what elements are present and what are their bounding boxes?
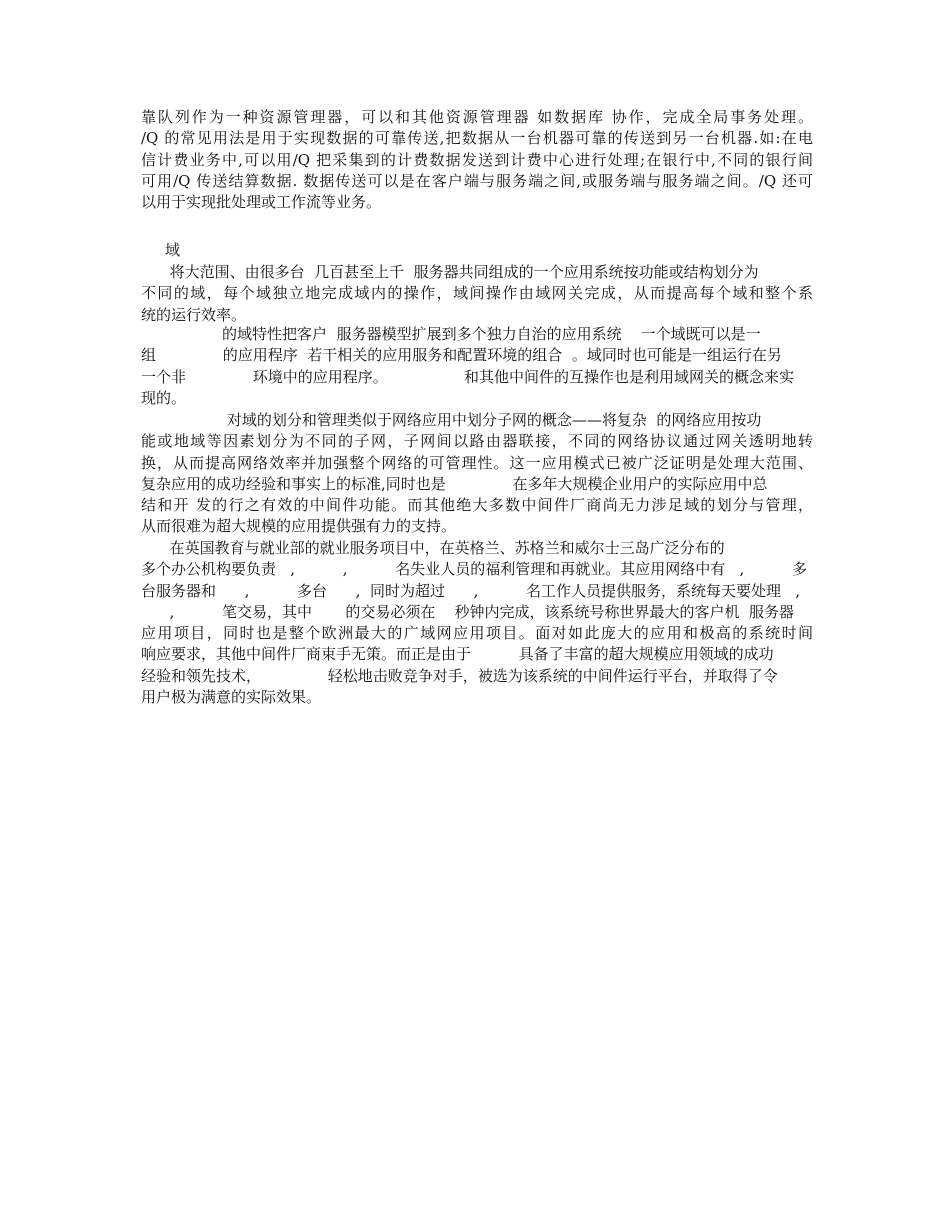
text-line: 结和开 发的行之有效的中间件功能。而其他绝大多数中间件厂商尚无力涉足域的划分与管理，	[141, 496, 813, 515]
text-line: 复杂应用的成功经验和事实上的标准,同时也是 在多年大规模企业用户的实际应用中总	[141, 474, 768, 493]
text-line: 组 的应用程序 若干相关的应用服务和配置环境的组合 。域同时也可能是一组运行在另	[141, 346, 782, 365]
text-line: 现的。	[141, 388, 187, 407]
paragraph-domain-definition	[141, 262, 813, 326]
text-line: 应用项目，同时也是整个欧洲最大的广域网应用项目。面对如此庞大的应用和极高的系统时间	[141, 624, 813, 643]
text-line: 将大范围、由很多台 几百甚至上千 服务器共同组成的一个应用系统按功能或结构划分为	[141, 263, 759, 281]
text-line: 换，从而提高网络效率并加强整个网络的可管理性。这一应用模式已被广泛证明是处理大范围、	[141, 453, 813, 472]
section-heading-domain: 域	[165, 241, 181, 259]
text-line: 不同的域，每个域独立地完成域内的操作，域间操作由域网关完成，从而提高每个域和整个系	[141, 284, 813, 303]
text-line: 可用/Q 传送结算数据. 数据传送可以是在客户端与服务端之间,或服务端与服务端之间。/Q 还可	[141, 171, 813, 190]
text-line: 靠队列作为一种资源管理器，可以和其他资源管理器 如数据库 协作，完成全局事务处理。	[141, 108, 813, 126]
text-line: 信计费业务中,可以用/Q 把采集到的计费数据发送到计费中心进行处理;在银行中,不同的银行间	[141, 150, 813, 169]
text-line: 经验和领先技术， 轻松地击败竞争对手，被选为该系统的中间件运行平台，并取得了令	[141, 666, 778, 685]
text-line: 用户极为满意的实际效果。	[141, 688, 322, 707]
text-line: 台服务器和 , 多台 , 同时为超过 , 名工作人员提供服务，系统每天要处理 ,	[141, 581, 801, 600]
text-line: , 笔交易，其中 的交易必须在 秒钟内完成，该系统号称世界最大的客户机 服务器	[141, 602, 795, 621]
text-line: 以用于实现批处理或工作流等业务。	[141, 193, 382, 212]
text-line: 在英国教育与就业部的就业服务项目中，在英格兰、苏格兰和威尔士三岛广泛分布的	[141, 539, 725, 557]
text-line: 响应要求，其他中间件厂商束手无策。而正是由于 具备了丰富的超大规模应用领域的成功	[141, 645, 774, 664]
text-line: 的域特性把客户 服务器模型扩展到多个独力自治的应用系统 一个域既可以是一	[141, 325, 761, 343]
text-line: /Q 的常见用法是用于实现数据的可靠传送,把数据从一台机器可靠的传送到另一台机器.如:在电	[141, 129, 813, 148]
text-line: 能或地域等因素划分为不同的子网，子网间以路由器联接，不同的网络协议通过网关透明地转	[141, 432, 813, 451]
text-line: 统的运行效率。	[141, 305, 247, 324]
text-line: 从而很难为超大规模的应用提供强有力的支持。	[141, 517, 457, 536]
text-line: 一个非 环境中的应用程序。 和其他中间件的互操作也是利用域网关的概念来实	[141, 367, 795, 386]
paragraph-domain-feature	[141, 324, 813, 409]
text-line: 多个办公机构要负责 , , 名失业人员的福利管理和再就业。其应用网络中有 , 多	[141, 560, 807, 579]
paragraph-subnet-analogy	[141, 410, 813, 538]
text-line: 对域的划分和管理类似于网络应用中划分子网的概念——将复杂 的网络应用按功	[141, 411, 762, 429]
paragraph-uk-case-study	[141, 538, 813, 708]
paragraph-message-queue	[141, 107, 813, 213]
